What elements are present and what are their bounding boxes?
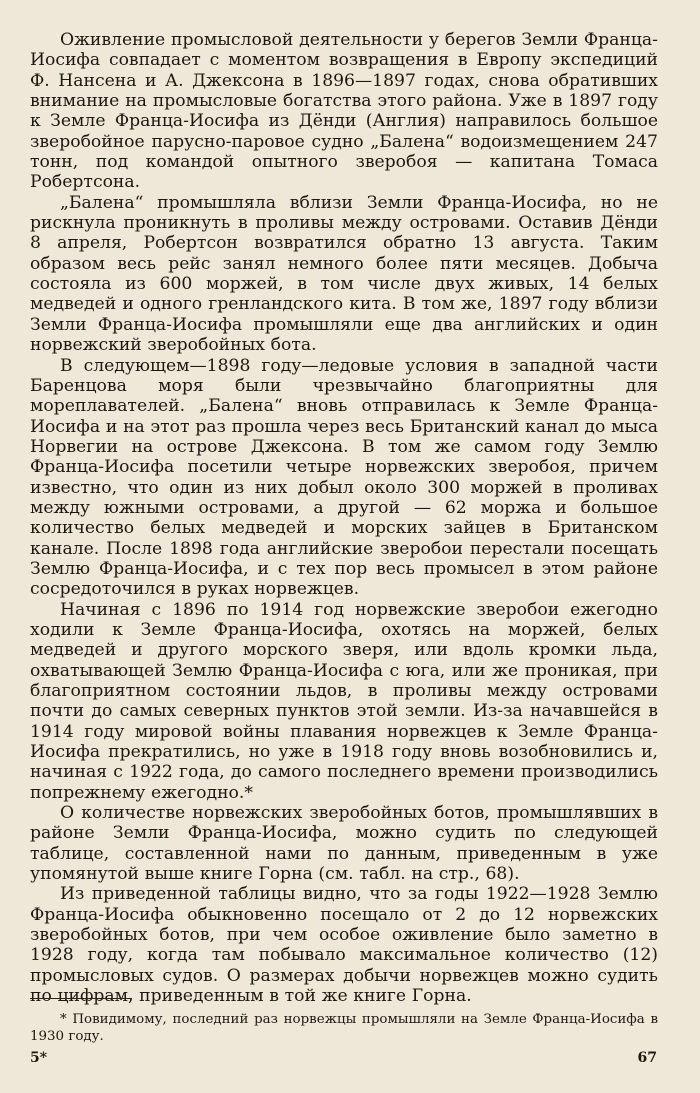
printer-signature-mark: 5* <box>30 1050 48 1066</box>
paragraph-4: Начиная с 1896 по 1914 год норвежские зверобои ежегодно ходили к Земле Франца-Иосифа, охотясь на моржей, белых медведей и другого морского зверя, или вдоль кромки льда, охватывающей Землю Франца-Иосифа с юга, или же проникая, при благоприятном состоянии льдов, в проливы между островами почти до самых северных пунктов этой земли. Из-за начавшейся в 1914 году мировой войны плавания норвежцев к Земле Франца-Иосифа прекратились, но уже в 1918 году вновь возобновились и, начиная с 1922 года, до самого последнего времени производились попрежнему ежегодно.* <box>30 599 658 803</box>
paragraph-1: Оживление промысловой деятельности у берегов Земли Франца-Иосифа совпадает с моментом возвращения в Европу экспедиций Ф. Нансена и А. Джексона в 1896—1897 годах, снова обративших внимание на промысловые богатства этого района. Уже в 1897 году к Земле Франца-Иосифа из Дёнди (Англия) направилось большое зверобойное парусно-паровое судно „Балена“ водоизмещением 247 тонн, под командой опытного зверобоя — капитана Томаса Робертсона. <box>30 30 658 193</box>
paragraph-5: О количестве норвежских зверобойных ботов, промышлявших в районе Земли Франца-Иосифа, можно судить по следующей таблице, составленной нами по данным, приведенным в уже упомянутой выше книге Горна (см. табл. на стр., 68). <box>30 803 658 885</box>
footnote: * Повидимому, последний раз норвежцы промышляли на Земле Франца-Иосифа в 1930 году. <box>30 1012 658 1044</box>
page-number: 67 <box>637 1050 657 1066</box>
paragraph-2: „Балена“ промышляла вблизи Земли Франца-Иосифа, но не рискнула проникнуть в проливы между островами. Оставив Дёнди 8 апреля, Робертсон возвратился обратно 13 августа. Таким образом весь рейс занял немного более пяти месяцев. Добыча состояла из 600 моржей, в том числе двух живых, 14 белых медведей и одного гренландского кита. В том же, 1897 году вблизи Земли Франца-Иосифа промышляли еще два английских и один норвежский зверобойных бота. <box>30 192 658 356</box>
footnote-divider <box>30 998 132 999</box>
paragraph-6: Из приведенной таблицы видно, что за годы 1922—1928 Землю Франца-Иосифа обыкновенно посещало от 2 до 12 норвежских зверобойных ботов, при чем особое оживление было заметно в 1928 году, когда там побывало максимальное количество (12) промысловых судов. О размерах добычи норвежцев можно судить по цифрам, приведенным в той же книге Горна. <box>30 884 658 1007</box>
paragraph-3: В следующем—1898 году—ледовые условия в западной части Баренцова моря были чрезвычайно благоприятны для мореплавателей. „Балена“ вновь отправилась к Земле Франца-Иосифа и на этот раз прошла через весь Британский канал до мыса Норвегии на острове Джексона. В том же самом году Землю Франца-Иосифа посетили четыре норвежских зверобоя, причем известно, что один из них добыл около 300 моржей в проливах между южными островами, а другой — 62 моржа и большое количество белых медведей и морских зайцев в Британском канале. После 1898 года английские зверобои перестали посещать Землю Франца-Иосифа, и с тех пор весь промысел в этом районе сосредоточился в руках норвежцев. <box>30 355 658 600</box>
main-text <box>30 30 658 1007</box>
